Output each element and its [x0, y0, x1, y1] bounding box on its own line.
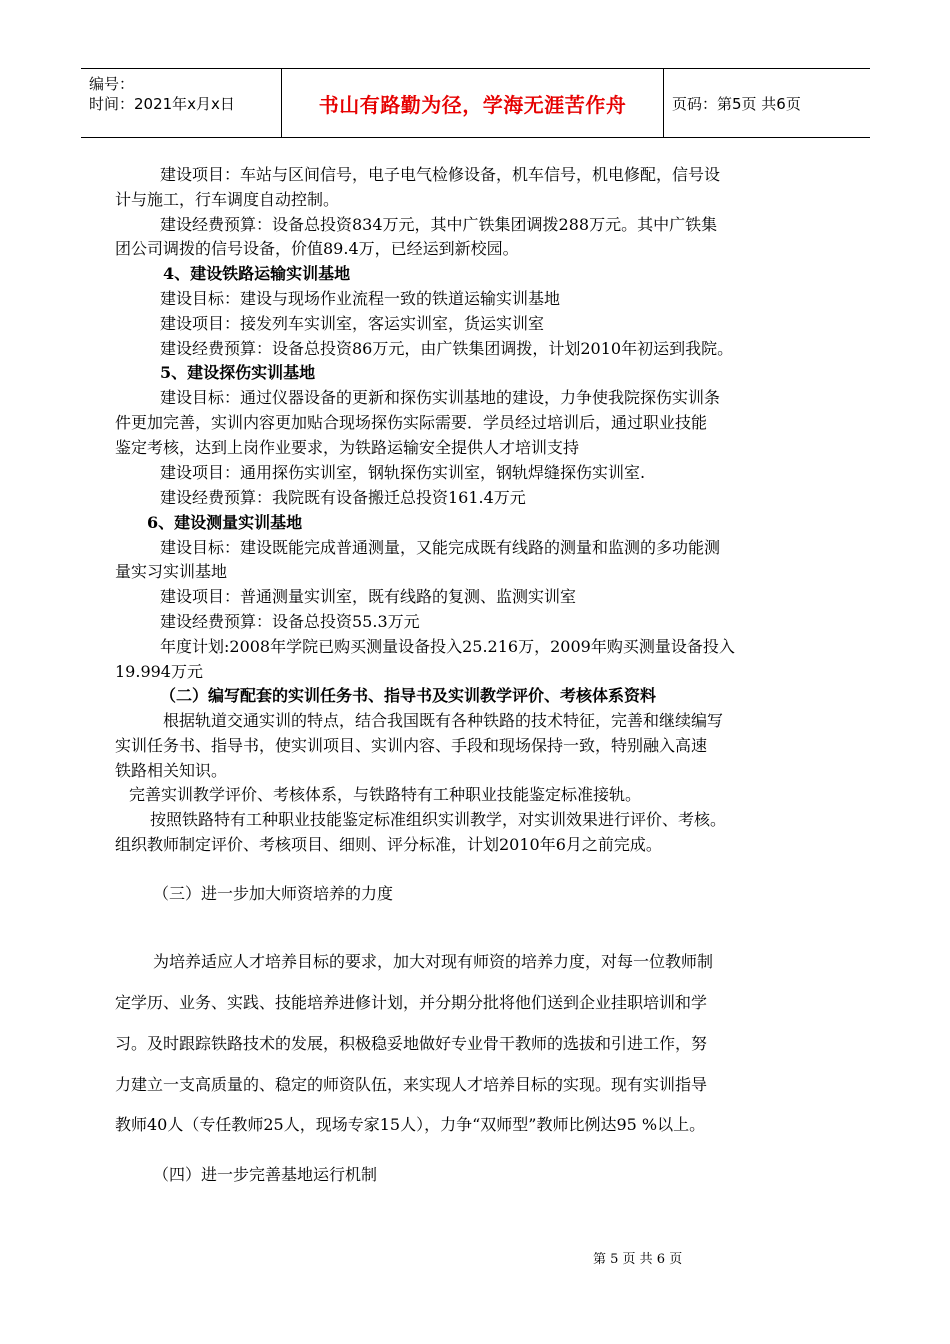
body-line: 年度计划:2008年学院已购买测量设备投入25.216万，2009年购买测量设备投入 [160, 637, 735, 656]
body-line: 建设目标：建设与现场作业流程一致的铁道运输实训基地 [160, 289, 561, 308]
body-line: 建设项目：通用探伤实训室，钢轨探伤实训室，钢轨焊缝探伤实训室. [160, 463, 646, 482]
body-line: 建设项目：普通测量实训室，既有线路的复测、监测实训室 [160, 587, 577, 606]
body-line: 19.994万元 [115, 662, 203, 681]
body-line: 定学历、业务、实践、技能培养进修计划，并分期分批将他们送到企业挂职培训和学 [115, 993, 708, 1012]
section-heading: 6、建设测量实训基地 [147, 513, 303, 532]
section-heading: （三）进一步加大师资培养的力度 [153, 884, 394, 903]
body-line: 量实习实训基地 [115, 562, 228, 581]
body-line: 教师40人（专任教师25人，现场专家15人），力争“双师型”教师比例达95 %以上。 [115, 1115, 706, 1134]
section-heading: （二）编写配套的实训任务书、指导书及实训教学评价、考核体系资料 [160, 686, 657, 705]
body-line: 计与施工，行车调度自动控制。 [115, 190, 340, 209]
body-line: 建设目标：通过仪器设备的更新和探伤实训基地的建设，力争使我院探伤实训条 [160, 388, 721, 407]
header-page-number: 页码：第5页 共6页 [672, 94, 801, 113]
body-line: 铁路相关知识。 [115, 761, 228, 780]
body-line: 习。及时跟踪铁路技术的发展，积极稳妥地做好专业骨干教师的选拔和引进工作，努 [115, 1034, 708, 1053]
body-line: 建设经费预算：我院既有设备搬迁总投资161.4万元 [160, 488, 526, 507]
page-header [81, 68, 870, 138]
body-line: 建设经费预算：设备总投资55.3万元 [160, 612, 420, 631]
section-heading: 5、建设探伤实训基地 [160, 363, 316, 382]
body-line: 建设经费预算：设备总投资834万元，其中广铁集团调拨288万元。其中广铁集 [160, 215, 718, 234]
body-line: 力建立一支高质量的、稳定的师资队伍，来实现人才培养目标的实现。现有实训指导 [115, 1075, 708, 1094]
body-line: 按照铁路特有工种职业技能鉴定标准组织实训教学，对实训效果进行评价、考核。 [150, 810, 727, 829]
header-motto: 书山有路勤为径，学海无涯苦作舟 [282, 69, 664, 137]
body-line: 鉴定考核，达到上岗作业要求，为铁路运输安全提供人才培训支持 [115, 438, 580, 457]
body-line: 实训任务书、指导书，使实训项目、实训内容、手段和现场保持一致，特别融入高速 [115, 736, 708, 755]
body-line: 建设项目：接发列车实训室，客运实训室，货运实训室 [160, 314, 545, 333]
body-line: 团公司调拨的信号设备，价值89.4万，已经运到新校园。 [115, 239, 519, 258]
document-number-label: 编号： [89, 75, 135, 93]
section-heading: （四）进一步完善基地运行机制 [153, 1165, 378, 1184]
body-line: 为培养适应人才培养目标的要求，加大对现有师资的培养力度，对每一位教师制 [153, 952, 714, 971]
body-line: 建设经费预算：设备总投资86万元，由广铁集团调拨，计划2010年初运到我院。 [160, 339, 734, 358]
body-line: 组织教师制定评价、考核项目、细则、评分标准，计划2010年6月之前完成。 [115, 835, 662, 854]
body-line: 件更加完善，实训内容更加贴合现场探伤实际需要．学员经过培训后，通过职业技能 [115, 413, 708, 432]
page-footer: 第 5 页 共 6 页 [593, 1252, 683, 1267]
section-heading: 4、建设铁路运输实训基地 [163, 264, 351, 283]
header-meta [81, 69, 282, 137]
body-line: 建设目标：建设既能完成普通测量，又能完成既有线路的测量和监测的多功能测 [160, 538, 721, 557]
body-line: 建设项目：车站与区间信号，电子电气检修设备，机车信号，机电修配，信号设 [160, 165, 721, 184]
body-line: 根据轨道交通实训的特点，结合我国既有各种铁路的技术特征，完善和继续编写 [163, 711, 724, 730]
document-date-label: 时间：2021年x月x日 [89, 95, 235, 113]
body-line: 完善实训教学评价、考核体系，与铁路特有工种职业技能鉴定标准接轨。 [129, 785, 642, 804]
